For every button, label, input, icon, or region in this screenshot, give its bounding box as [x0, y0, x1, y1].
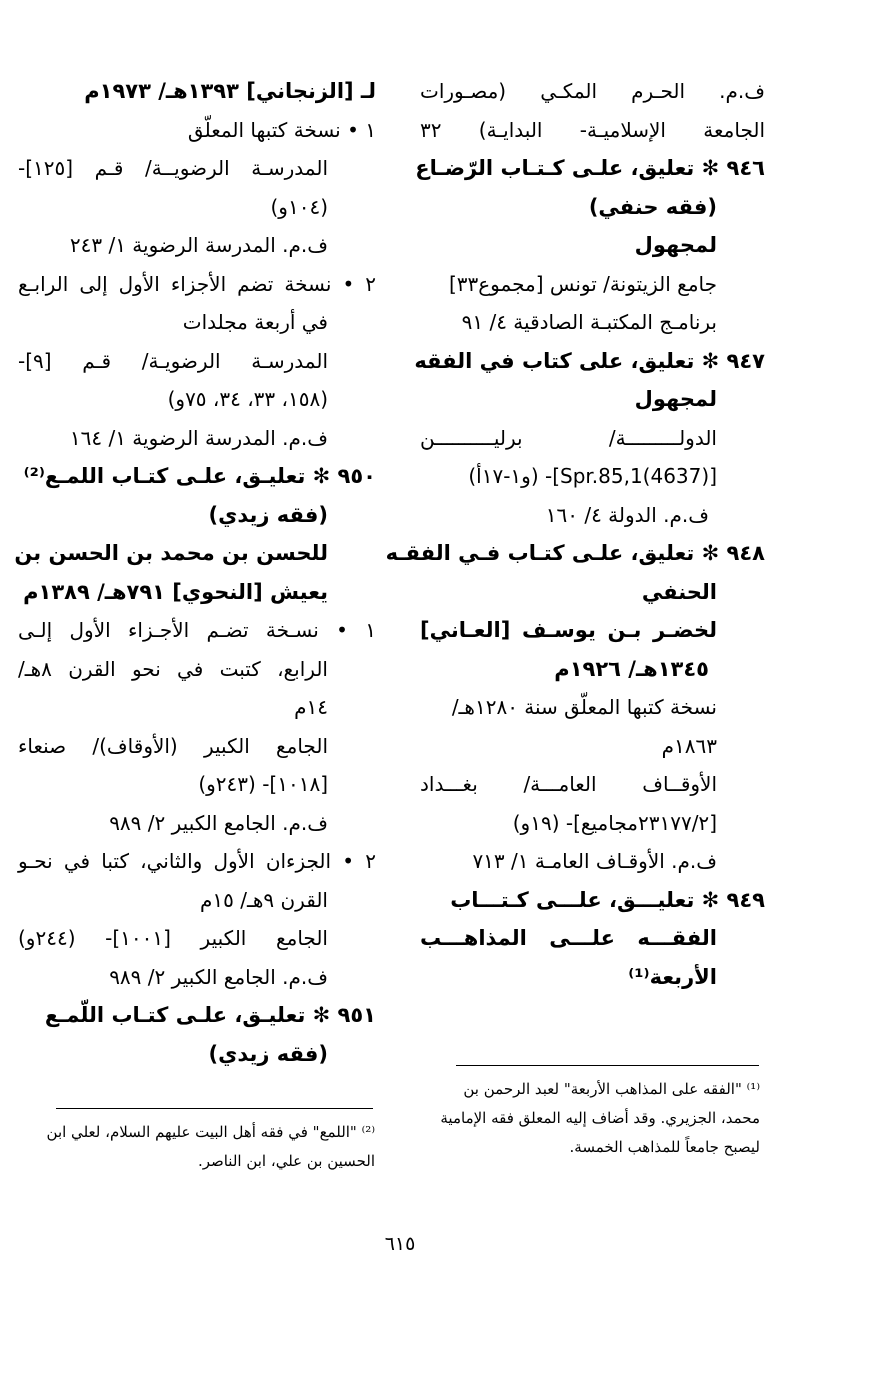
text-line: يعيش [النحوي] ٧٩١هـ/ ١٣٨٩م: [23, 579, 328, 604]
text-line: ١ • نسـخة تضـم الأجـزاء الأول إلـى: [18, 618, 376, 642]
text-line: الحنفي: [641, 579, 717, 604]
text-line: ١٤م: [294, 695, 328, 719]
text-line: ف.م. المدرسة الرضوية ١/ ٢٤٣: [69, 233, 328, 257]
text-line: ٩٤٧ ✻ تعليق، على كتاب في الفقه: [414, 348, 765, 373]
text-line: ٢ • الجزءان الأول والثاني، كتبا في نحـو: [18, 849, 376, 873]
text-line: المدرسـة الرضويـة/ قـم [٩]-: [18, 348, 328, 373]
text-line: الجامع الكبير (الأوقاف)/ صنعاء: [18, 733, 328, 758]
text-line: ف.م. الأوقـاف العامـة ١/ ٧١٣: [472, 849, 717, 873]
text-line: (فقه زيدي): [208, 1041, 328, 1066]
text-line: ٩٤٩ ✻ تعليـــق، علـــى كـتـــاب: [450, 887, 765, 912]
text-line: ١٨٦٣م: [661, 733, 717, 758]
text-line: [١٠١٨]- (٢٤٣و): [198, 772, 328, 796]
text-line: ٢ • نسخة تضم الأجزاء الأول إلى الرابـع: [18, 271, 376, 296]
footnote-left: ⁽²⁾ "اللمع" في فقه أهل البيت عليهم السلام، لعلي ابن الحسين بن علي، ابن الناصر.: [46, 1123, 375, 1170]
text-line: الجامعة الإسلاميـة- البدايـة) ٣٢: [420, 117, 765, 142]
text-line: جامع الزيتونة/ تونس [مجموع٣٣]: [448, 271, 717, 296]
text-line: المدرسـة الرضويــة/ قـم [١٢٥]-: [18, 156, 328, 180]
footnote-right: ⁽¹⁾ "الفقه على المذاهب الأربعة" لعبد الرحمن بن محمد، الجزيري. وقد أضاف إليه المعلق فقه الإمامية ليصبح جامعاً للمذاهب الخمسة.: [440, 1080, 760, 1156]
text-line: للحسن بن محمد بن الحسن بن: [14, 541, 328, 565]
text-line: ٩٥١ ✻ تعليـق، علـى كتـاب اللّمـع: [44, 1003, 376, 1027]
text-line: ف.م. الجامع الكبير ٢/ ٩٨٩: [109, 964, 328, 989]
text-line: الأوقــاف العامـــة/ بغـــداد: [420, 772, 717, 796]
text-line: (فقه زيدي): [208, 502, 328, 527]
page-number: ٦١٥: [384, 1233, 416, 1255]
text-line: نسخة كتبها المعلّق سنة ١٢٨٠هـ/: [451, 695, 717, 719]
text-line: برنامـج المكتبـة الصادقية ٤/ ٩١: [461, 310, 717, 334]
text-line: ف.م. المدرسة الرضوية ١/ ١٦٤: [69, 425, 328, 450]
text-line: القرن ٩هـ/ ١٥م: [200, 887, 328, 912]
text-line: الأربعة⁽¹⁾: [628, 964, 717, 989]
text-line: ف.م. الحـرم المكـي (مصـورات: [420, 79, 765, 103]
text-line: ف.م. الدولة ٤/ ١٦٠: [545, 502, 709, 527]
text-line: [٢٣١٧٧/٢مجاميع]- (١٩و): [512, 810, 717, 835]
text-line: الجامع الكبير [١٠٠١]- (٢٤٤و): [18, 926, 328, 950]
text-line: لخضـر بـن يوسـف [العـاني]: [420, 618, 717, 642]
text-line: ١٣٤٥هـ/ ١٩٢٦م: [554, 656, 709, 681]
text-line: ١ • نسخة كتبها المعلّق: [187, 117, 376, 142]
text-line: لمجهول: [634, 387, 717, 411]
text-line: (١٥٨، ٣٣، ٣٤، ٧٥و): [167, 387, 328, 411]
text-line: (فقه حنفي): [588, 194, 717, 219]
text-line: الدولـــــــــة/ برليــــــــــن: [420, 425, 717, 450]
left-column: [14, 72, 376, 1073]
text-line: (١٠٤و): [270, 194, 328, 219]
text-line: ف.م. الجامع الكبير ٢/ ٩٨٩: [109, 810, 328, 835]
text-line: الرابع، كتبت في نحو القرن ٨هـ/: [18, 656, 328, 681]
text-line: لمجهول: [634, 233, 717, 257]
footnote-separator-left: [56, 1108, 373, 1109]
footnote-separator-right: [456, 1065, 759, 1066]
text-line: في أربعة مجلدات: [182, 310, 328, 334]
text-line: الفقـــه علـــى المذاهـــب: [420, 926, 717, 950]
right-column: [385, 72, 765, 996]
text-line: ٩٤٨ ✻ تعليق، علـى كتـاب فـي الفقـه: [385, 541, 765, 565]
text-line: ٩٥٠ ✻ تعليـق، علـى كتـاب اللمـع⁽²⁾: [23, 464, 376, 488]
text-line: [(4637)Spr.85,1]- (و١-١٧أ): [468, 464, 717, 488]
text-line: ٩٤٦ ✻ تعليق، علـى كـتـاب الرّضـاع: [415, 156, 765, 180]
text-line: لـ [الزنجاني] ١٣٩٣هـ/ ١٩٧٣م: [84, 79, 376, 103]
